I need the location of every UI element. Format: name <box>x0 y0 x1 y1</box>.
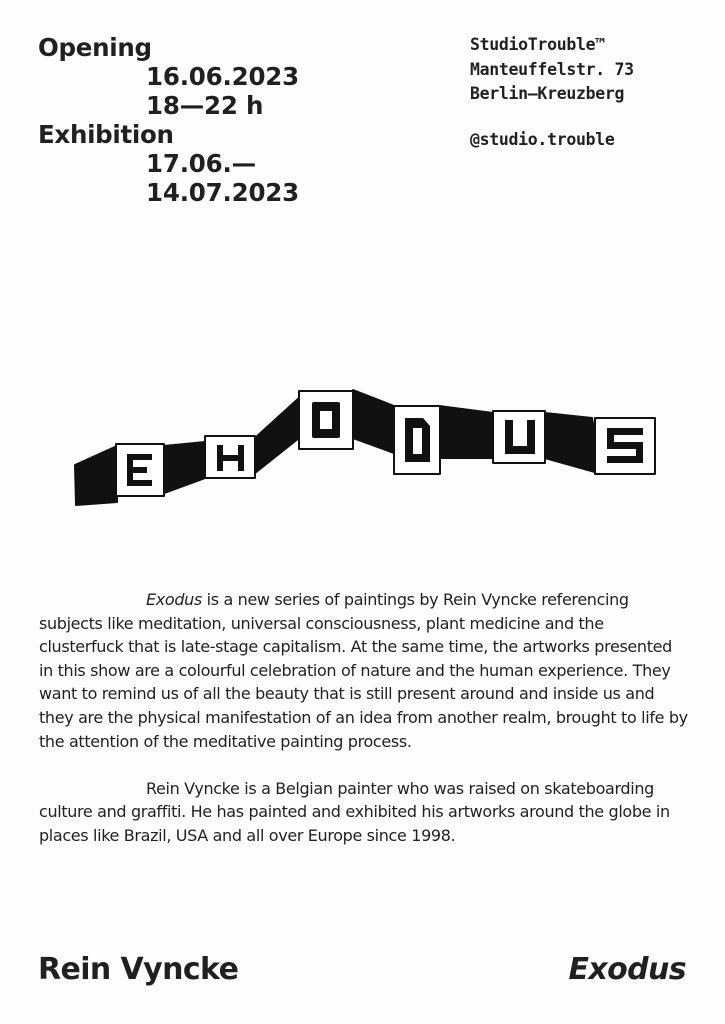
description-paragraph-1 <box>39 588 689 753</box>
logo-letter-s <box>607 428 643 463</box>
opening-time: 18—22 h <box>146 91 264 120</box>
ribbon-1 <box>75 446 117 505</box>
logo-box-u <box>493 411 545 463</box>
opening-date: 16.06.2023 <box>146 62 299 91</box>
venue-district: Berlin–Kreuzberg <box>470 84 625 103</box>
ribbon-6 <box>545 413 602 474</box>
logo-letter-o <box>312 402 340 438</box>
ribbon-5 <box>439 406 493 458</box>
exhibition-label: Exhibition <box>38 120 174 149</box>
exhibition-title-inline: Exodus <box>146 590 202 609</box>
ribbon-3 <box>255 398 299 473</box>
exhibition-title: Exodus <box>568 952 686 987</box>
ribbon-4 <box>353 390 394 453</box>
logo-letter-d <box>405 418 430 462</box>
opening-label: Opening <box>38 33 152 62</box>
exodus-logo <box>72 388 660 508</box>
description-text-1: is a new series of paintings by Rein Vyncke referencing subjects like meditation, universal consciousness, plant medicine and the clusterfuck that is late-stage capitalism. At the same time, the artworks presented in this show are a colourful celebration of nature and the human experience. They want to remind us of all the beauty that is still present around and inside us and they are the physical manifestation of an idea from another realm, brought to life by the attention of the meditative painting process. <box>39 590 688 751</box>
artist-name: Rein Vyncke <box>38 952 239 987</box>
description <box>39 588 689 848</box>
description-paragraph-2: Rein Vyncke is a Belgian painter who was raised on skateboarding culture and graffiti. He has painted and exhibited his artworks around the globe in places like Brazil, USA and all over Europe since 1998. <box>39 778 670 845</box>
venue-street: Manteuffelstr. 73 <box>470 59 634 79</box>
schedule-block <box>38 33 358 207</box>
venue-name: StudioTrouble™ <box>470 35 605 54</box>
ribbon-2 <box>164 442 205 493</box>
social-handle-link[interactable]: @studio.trouble <box>470 129 615 149</box>
venue-block <box>470 33 710 152</box>
exhibition-start: 17.06.— <box>146 149 256 178</box>
exhibition-end: 14.07.2023 <box>146 178 299 207</box>
